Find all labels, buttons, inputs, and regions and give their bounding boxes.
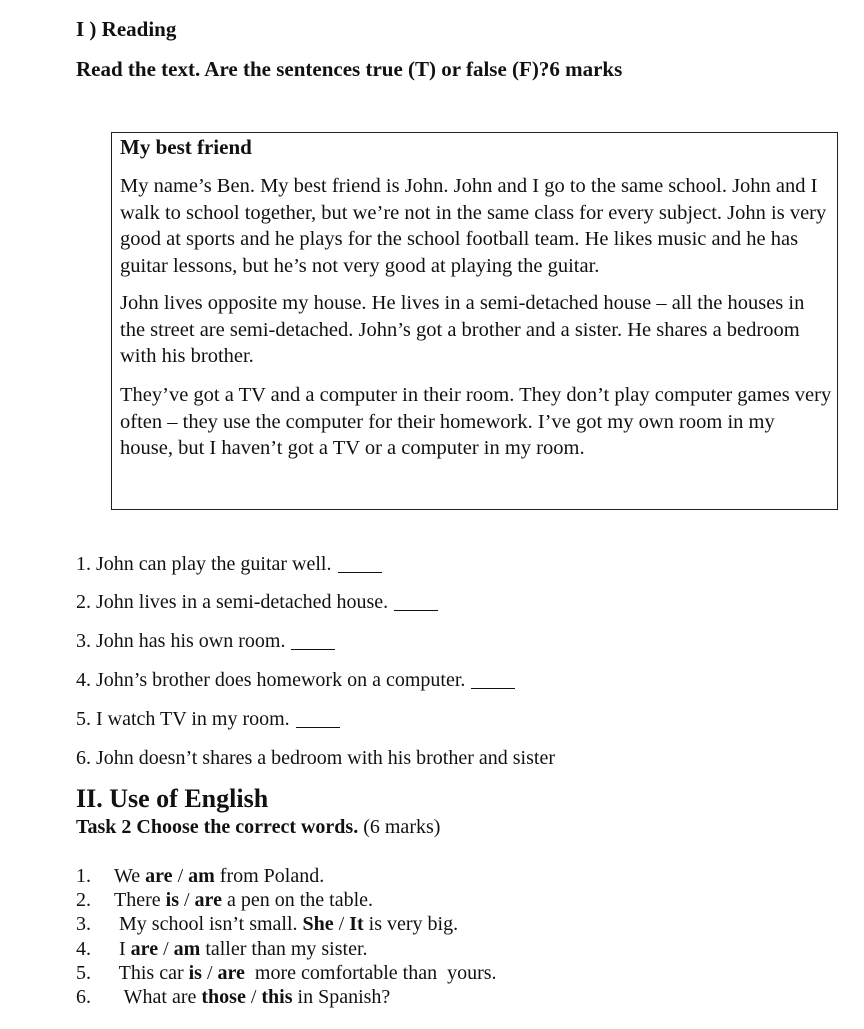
exercise-text: We bbox=[114, 865, 146, 887]
exercise-number: 5. bbox=[76, 962, 91, 984]
question-item bbox=[76, 669, 515, 692]
option-separator: / bbox=[178, 889, 195, 911]
option-2[interactable]: are bbox=[217, 962, 245, 984]
task-label: Task 2 Choose the correct words. bbox=[76, 816, 359, 838]
exercise-text: more comfortable than yours. bbox=[244, 962, 497, 984]
exercise-text: taller than my sister. bbox=[200, 938, 368, 960]
option-1[interactable]: are bbox=[145, 865, 173, 887]
option-2[interactable]: this bbox=[261, 986, 293, 1008]
text-paragraph: John lives opposite my house. He lives in a semi-detached house – all the houses in the street are semi-detached. John’s got a brother and a sister. He shares a bedroom with his brother. bbox=[120, 292, 805, 367]
exercise-text: What are bbox=[114, 986, 202, 1008]
reading-text-box bbox=[111, 132, 838, 510]
option-separator: / bbox=[201, 962, 218, 984]
exercise-item bbox=[76, 938, 368, 961]
exercise-number: 6. bbox=[76, 986, 91, 1008]
question-text: 5. I watch TV in my room. bbox=[76, 708, 290, 730]
exercise-item bbox=[76, 865, 324, 888]
question-item bbox=[76, 747, 555, 770]
exercise-number: 3. bbox=[76, 913, 91, 935]
exercise-text: is very big. bbox=[363, 913, 459, 935]
option-2[interactable]: It bbox=[349, 913, 364, 935]
option-1[interactable]: is bbox=[188, 962, 202, 984]
option-separator: / bbox=[158, 938, 174, 960]
option-separator: / bbox=[333, 913, 350, 935]
answer-blank[interactable] bbox=[291, 631, 335, 650]
exercise-text: My school isn’t small. bbox=[114, 913, 303, 935]
question-text: 4. John’s brother does homework on a computer. bbox=[76, 669, 466, 691]
question-text: 6. John doesn’t shares a bedroom with his brother and sister bbox=[76, 747, 555, 769]
option-separator: / bbox=[245, 986, 262, 1008]
exercise-number: 4. bbox=[76, 938, 91, 960]
exercise-text: There bbox=[114, 889, 166, 911]
question-item bbox=[76, 630, 335, 653]
option-1[interactable]: those bbox=[201, 986, 246, 1008]
exercise-item bbox=[76, 986, 390, 1009]
exercise-item bbox=[76, 913, 458, 936]
reading-section-title: I ) Reading bbox=[76, 17, 177, 41]
reading-instruction: Read the text. Are the sentences true (T) or false (F)?6 marks bbox=[76, 57, 623, 81]
answer-blank[interactable] bbox=[394, 592, 438, 611]
option-1[interactable]: She bbox=[302, 913, 334, 935]
option-1[interactable]: is bbox=[165, 889, 179, 911]
exercise-text: a pen on the table. bbox=[221, 889, 374, 911]
question-item bbox=[76, 708, 340, 731]
option-separator: / bbox=[172, 865, 189, 887]
answer-blank[interactable] bbox=[471, 670, 515, 689]
exercise-text: I bbox=[114, 938, 131, 960]
text-paragraph: They’ve got a TV and a computer in their room. They don’t play computer games very often – they use the computer for their homework. I’ve got my own room in my house, but I haven’t got a TV or a computer in my room. bbox=[120, 384, 832, 459]
exercise-text: This car bbox=[114, 962, 189, 984]
use-of-english-title: II. Use of English bbox=[76, 784, 269, 813]
option-2[interactable]: am bbox=[188, 865, 215, 887]
exercise-text: in Spanish? bbox=[292, 986, 391, 1008]
exercise-item bbox=[76, 962, 497, 985]
answer-blank[interactable] bbox=[338, 554, 382, 573]
question-text: 1. John can play the guitar well. bbox=[76, 553, 332, 575]
text-title: My best friend bbox=[120, 135, 252, 159]
exercise-item bbox=[76, 889, 373, 912]
exercise-text: from Poland. bbox=[214, 865, 325, 887]
text-paragraph: My name’s Ben. My best friend is John. John and I go to the same school. John and I walk to school together, but we’re not in the same class for every subject. John is very good at sports and he plays for the school football team. He likes music and he has guitar lessons, but he’s not very good at playing the guitar. bbox=[120, 175, 827, 277]
question-item bbox=[76, 553, 382, 576]
option-1[interactable]: are bbox=[130, 938, 159, 960]
task-marks: (6 marks) bbox=[363, 816, 441, 838]
question-item bbox=[76, 591, 438, 614]
question-text: 3. John has his own room. bbox=[76, 630, 286, 652]
question-text: 2. John lives in a semi-detached house. bbox=[76, 591, 389, 613]
answer-blank[interactable] bbox=[296, 709, 340, 728]
option-2[interactable]: am bbox=[173, 938, 201, 960]
cut-off-header-line bbox=[76, 0, 436, 4]
option-2[interactable]: are bbox=[194, 889, 222, 911]
exercise-number: 1. bbox=[76, 865, 91, 887]
task-2-instruction bbox=[76, 816, 440, 839]
exercise-number: 2. bbox=[76, 889, 91, 911]
